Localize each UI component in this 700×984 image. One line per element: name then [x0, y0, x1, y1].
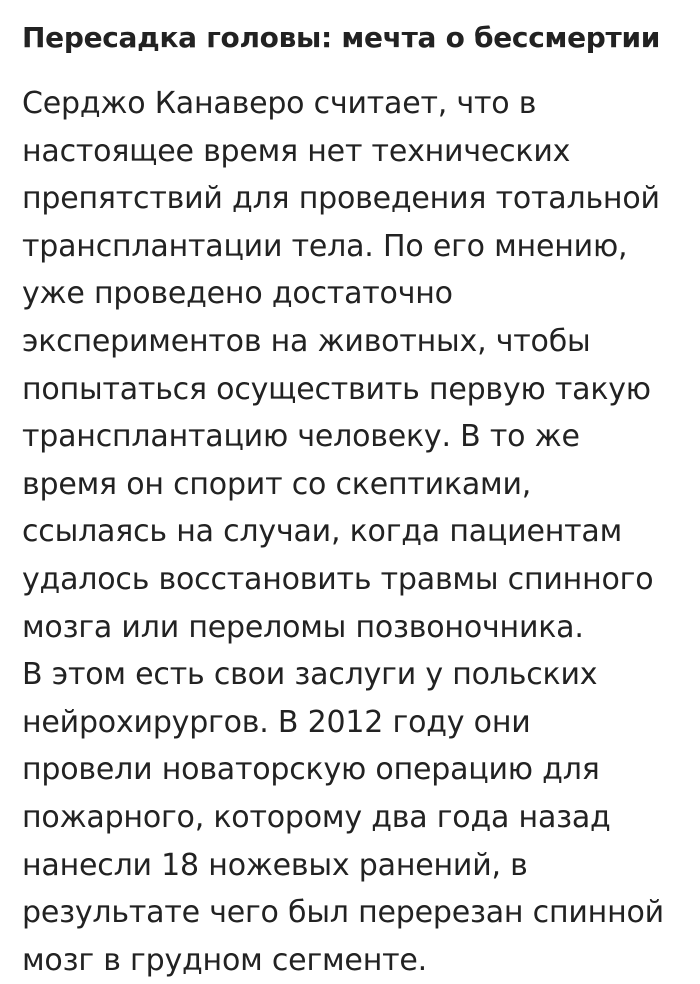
article-line: Серджо Канаверо считает, что в: [22, 86, 537, 121]
article-line: результате чего был перерезан спинной: [22, 895, 664, 931]
article-line: мозга или переломы позвоночника.: [22, 609, 584, 645]
article-line: трансплантации тела. По его мнению,: [22, 228, 628, 264]
article-body: [22, 80, 664, 984]
article-line: экспериментов на животных, чтобы: [22, 323, 591, 359]
article-line: нанесли 18 ножевых ранений, в: [22, 847, 528, 883]
article-line: удалось восстановить травмы спинного: [22, 561, 654, 597]
article-line: трансплантацию человеку. В то же: [22, 419, 580, 455]
article-line: мозг в грудном сегменте.: [22, 942, 427, 978]
article-line: ссылаясь на случаи, когда пациентам: [22, 514, 623, 550]
article-line: настоящее время нет технических: [22, 133, 571, 169]
article-line: попытаться осуществить первую такую: [22, 371, 651, 407]
article-line: провели новаторскую операцию для: [22, 752, 600, 788]
article-line: уже проведено достаточно: [22, 276, 453, 312]
article-line: нейрохирургов. В 2012 году они: [22, 704, 531, 740]
article-title: Пересадка головы: мечта о бессмертии: [22, 21, 661, 54]
article-line: препятствий для проведения тотальной: [22, 181, 660, 217]
article-line: пожарного, которому два года назад: [22, 799, 611, 835]
article-line: время он спорит со скептиками,: [22, 466, 532, 502]
article-line: В этом есть свои заслуги у польских: [22, 657, 598, 693]
